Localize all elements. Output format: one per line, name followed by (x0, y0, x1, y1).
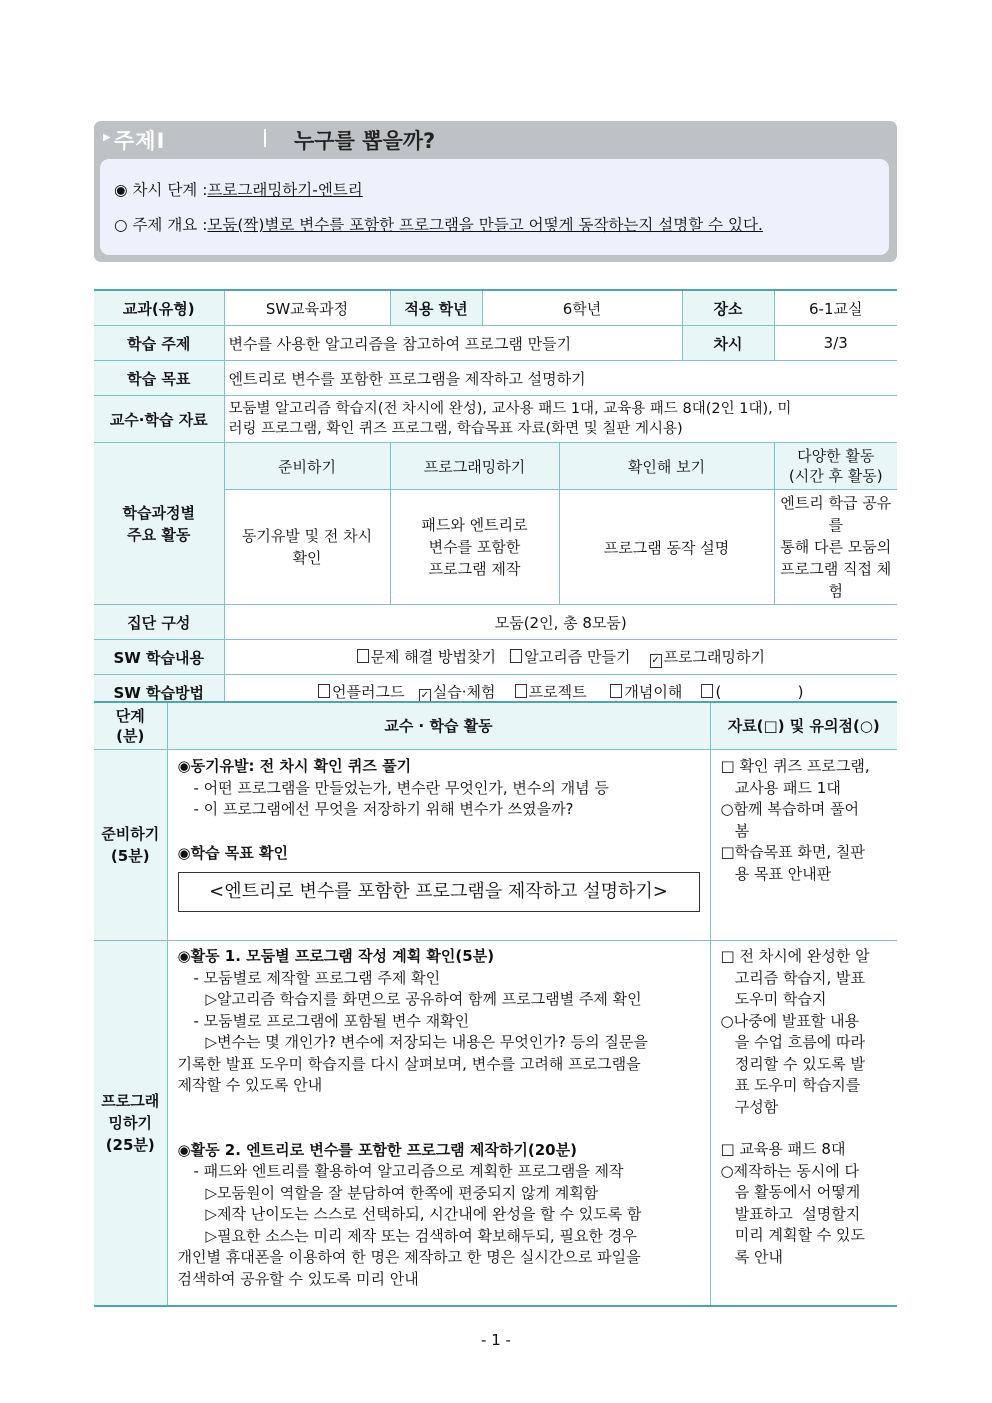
phase-desc-various-line-2: 통해 다른 모둠의 (780, 538, 892, 556)
group-value: 모둠(2인, 총 8모둠) (224, 605, 897, 640)
col-stage-header-line-2: (분) (116, 727, 145, 745)
sw-content-options (224, 640, 897, 675)
method-option-concept: 개념이해 (624, 683, 683, 701)
materials-value (224, 396, 897, 443)
topic-label-cell: 학습 주제 (94, 326, 224, 361)
goal-statement-box: <엔트리로 변수를 포함한 프로그램을 제작하고 설명하기> (178, 872, 700, 912)
info-row-content (94, 640, 897, 675)
content-option-algorithm: 알고리즘 만들기 (524, 648, 631, 666)
resource-line: ○나중에 발표할 내용 (720, 1011, 860, 1030)
resource-line: 록 안내 (720, 1247, 784, 1266)
resource-line: 봄 (720, 821, 750, 840)
resource-line: 표 도우미 학습지를 (720, 1076, 861, 1094)
subject-label: 교과(유형) (94, 290, 224, 326)
stage-line (114, 178, 363, 200)
activity-row-prep (94, 750, 897, 941)
phase-name-various (774, 443, 897, 490)
col-stage-header (94, 702, 167, 750)
motivation-item: - 어떤 프로그램을 만들었는가, 변수란 무엇인가, 변수의 개념 등 (193, 778, 609, 797)
col-activity-header: 교수 · 학습 활동 (167, 702, 710, 750)
phase-name-various-line-2: (시간 후 활동) (788, 467, 883, 485)
info-row-subject (94, 290, 897, 326)
sw-method-label: SW 학습방법 (94, 675, 224, 711)
overview-label: ○ 주제 개요 : (114, 216, 208, 234)
motivation-item: - 이 프로그램에선 무엇을 저장하기 위해 변수가 쓰였을까? (193, 800, 574, 818)
method-option-other: ( ) (715, 683, 804, 701)
activity-header-row (94, 702, 897, 750)
programming-activity (167, 941, 710, 1307)
activity-1-line: ▷알고리즘 학습지를 화면으로 공유하여 함께 프로그램별 주제 확인 (205, 990, 642, 1008)
overview-line (114, 213, 763, 235)
activity-1-line: - 모둠별로 프로그램에 포함될 변수 재확인 (193, 1011, 470, 1030)
content-option-programming: 프로그래밍하기 (663, 648, 765, 666)
topic-label: 주제Ⅰ (114, 129, 166, 153)
phase-name-check: 확인해 보기 (559, 443, 774, 490)
session-value: 3/3 (774, 326, 897, 361)
activity-2-line: 검색하여 공유할 수 있도록 미리 안내 (177, 1269, 419, 1288)
method-option-project: 프로젝트 (528, 683, 587, 701)
resource-line: 음 활동에서 어떻게 (720, 1183, 861, 1201)
resource-line: 을 수업 흐름에 따라 (720, 1033, 866, 1051)
stage-prep (94, 750, 167, 941)
goal-value: 엔트리로 변수를 포함한 프로그램을 제작하고 설명하기 (224, 361, 897, 396)
activity-2-line: ▷제작 난이도는 스스로 선택하되, 시간내에 완성을 할 수 있도록 함 (205, 1205, 642, 1223)
materials-line-2: 러링 프로그램, 확인 퀴즈 프로그램, 학습목표 자료(화면 및 칠판 게시용) (228, 421, 683, 437)
sw-content-label: SW 학습내용 (94, 640, 224, 675)
motivation-title: ◉동기유발: 전 차시 확인 퀴즈 풀기 (177, 757, 412, 775)
stage-label: ◉ 차시 단계 : (114, 181, 208, 199)
resource-line: □학습목표 화면, 칠판 (720, 843, 865, 861)
stage-value: 프로그래밍하기-엔트리 (207, 181, 363, 199)
process-label-line-2: 주요 활동 (127, 525, 191, 544)
checkbox-icon[interactable] (357, 649, 369, 663)
info-row-group (94, 605, 897, 640)
phase-name-prep: 준비하기 (224, 443, 390, 490)
stage-programming-line-2: 밍하기 (108, 1114, 152, 1132)
triangle-bullet-icon: ▶ (103, 132, 111, 143)
col-stage-header-line-1: 단계 (115, 707, 145, 725)
activity-2-line: - 패드와 엔트리를 활용하여 알고리즘으로 계획한 프로그램을 제작 (193, 1162, 624, 1180)
phase-desc-programming-line-2: 변수를 포함한 (428, 538, 521, 556)
resource-line: 구성함 (720, 1097, 779, 1116)
info-row-goal (94, 361, 897, 396)
grade-label: 적용 학년 (390, 290, 482, 326)
topic-header-box (94, 121, 897, 262)
phase-desc-prep (224, 490, 390, 605)
phase-desc-check: 프로그램 동작 설명 (559, 490, 774, 605)
phase-desc-various-line-3: 프로그램 직접 체험 (780, 560, 892, 600)
topic-value: 변수를 사용한 알고리즘을 참고하여 프로그램 만들기 (224, 326, 682, 361)
phase-desc-various (774, 490, 897, 605)
resource-line: 미리 계획할 수 있도 (720, 1226, 866, 1244)
activity-2-title: ◉활동 2. 엔트리로 변수를 포함한 프로그램 제작하기(20분) (177, 1140, 577, 1159)
info-row-topic (94, 326, 897, 361)
overview-value: 모둠(짝)별로 변수를 포함한 프로그램을 만들고 어떻게 동작하는지 설명할 수 있다. (207, 216, 763, 234)
activity-1-title: ◉활동 1. 모둠별 프로그램 작성 계획 확인(5분) (177, 947, 495, 965)
checkbox-checked-icon[interactable]: ✓ (420, 690, 429, 701)
prep-activity (167, 750, 710, 941)
resource-line: ○함께 복습하며 풀어 (720, 800, 860, 818)
phase-desc-programming-line-1: 패드와 엔트리로 (421, 516, 528, 534)
lesson-info-table (94, 289, 897, 711)
resource-line: □ 확인 퀴즈 프로그램, (720, 757, 870, 775)
stage-programming (94, 941, 167, 1307)
topic-summary (100, 159, 889, 255)
activity-1-line: 제작할 수 있도록 안내 (177, 1076, 323, 1094)
resource-line: 도우미 학습지 (720, 990, 827, 1008)
phase-desc-prep-line-1: 동기유발 및 전 차시 (241, 527, 373, 545)
activity-table (94, 701, 897, 1307)
activity-2-line: 개인별 휴대폰을 이용하여 한 명은 제작하고 한 명은 실시간으로 파일을 (177, 1248, 641, 1266)
grade-value: 6학년 (482, 290, 682, 326)
resource-line: □ 교육용 패드 8대 (720, 1140, 846, 1158)
goal-check-title: ◉학습 목표 확인 (177, 843, 288, 862)
place-label: 장소 (682, 290, 774, 326)
stage-prep-line-2: (5분) (110, 847, 150, 865)
method-option-practice: 실습·체험 (432, 683, 496, 701)
checkbox-icon[interactable] (510, 649, 522, 663)
resource-line: 용 목표 안내판 (720, 864, 832, 883)
resource-line: 정리할 수 있도록 발 (720, 1054, 866, 1073)
programming-resources (710, 941, 897, 1307)
phase-name-programming: 프로그래밍하기 (390, 443, 559, 490)
prep-resources (710, 750, 897, 941)
group-label: 집단 구성 (94, 605, 224, 640)
phase-desc-programming (390, 490, 559, 605)
resource-line: 교사용 패드 1대 (720, 778, 841, 797)
materials-line-1: 모둠별 알고리즘 학습지(전 차시에 완성), 교사용 패드 1대, 교육용 패드 8대(2인 1대), 미 (228, 401, 792, 417)
activity-2-line: ▷모둠원이 역할을 잘 분담하여 한쪽에 편중되지 않게 계획함 (205, 1183, 599, 1202)
session-label: 차시 (682, 326, 774, 361)
activity-1-line: 기록한 발표 도우미 학습지를 다시 살펴보며, 변수를 고려해 프로그램을 (177, 1054, 641, 1073)
phase-desc-prep-line-2: 확인 (292, 549, 322, 567)
topic-title: 누구를 뽑을까? (294, 129, 436, 153)
checkbox-icon[interactable] (701, 684, 713, 698)
checkbox-checked-icon[interactable]: ✓ (651, 655, 660, 666)
method-option-unplugged: 언플러그드 (332, 683, 405, 701)
title-separator (264, 129, 266, 147)
resource-line: ○제작하는 동시에 다 (720, 1161, 860, 1180)
activity-row-programming (94, 941, 897, 1307)
checkbox-icon[interactable] (610, 684, 622, 698)
info-row-materials (94, 396, 897, 443)
resource-line: 발표하고 설명할지 (720, 1204, 861, 1223)
resource-line: 고리즘 학습지, 발표 (720, 968, 866, 987)
phase-desc-various-line-1: 엔트리 학급 공유를 (780, 494, 892, 534)
checkbox-icon[interactable] (318, 684, 330, 698)
topic-title-bar (94, 121, 897, 155)
activity-2-line: ▷필요한 소스는 미리 제작 또는 검색하여 확보해두되, 필요한 경우 (205, 1226, 637, 1245)
process-label (94, 443, 224, 605)
activity-1-line: - 모둠별로 제작할 프로그램 주제 확인 (193, 968, 441, 987)
page-number: - 1 - (481, 1331, 511, 1349)
subject-value: SW교육과정 (224, 290, 390, 326)
info-row-phases-header (94, 443, 897, 490)
materials-label: 교수·학습 자료 (94, 396, 224, 443)
goal-label: 학습 목표 (94, 361, 224, 396)
resource-line: □ 전 차시에 완성한 알 (720, 947, 870, 965)
stage-programming-line-1: 프로그래 (101, 1092, 160, 1110)
col-resource-header: 자료(□) 및 유의점(○) (710, 702, 897, 750)
phase-name-various-line-1: 다양한 활동 (797, 447, 875, 465)
phase-desc-programming-line-3: 프로그램 제작 (428, 560, 521, 578)
process-label-line-1: 학습과정별 (122, 503, 195, 522)
stage-prep-line-1: 준비하기 (101, 825, 160, 843)
content-option-problem: 문제 해결 방법찾기 (370, 648, 496, 666)
activity-1-line: ▷변수는 몇 개인가? 변수에 저장되는 내용은 무엇인가? 등의 질문을 (205, 1033, 648, 1051)
checkbox-icon[interactable] (515, 684, 527, 698)
stage-programming-line-3: (25분) (105, 1136, 155, 1154)
place-value: 6-1교실 (774, 290, 897, 326)
